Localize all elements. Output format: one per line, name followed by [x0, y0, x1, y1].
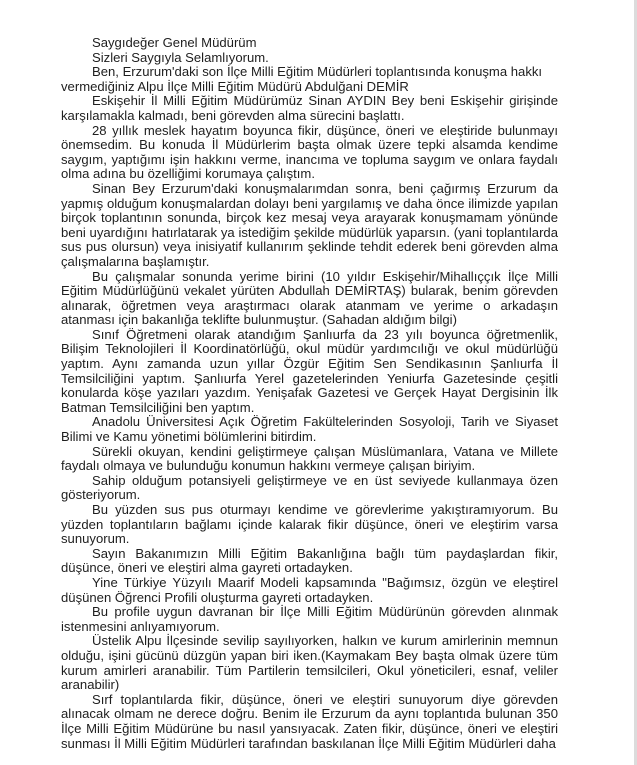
paragraph: Eskişehir İl Milli Eğitim Müdürümüz Sinan AYDIN Bey beni Eskişehir girişinde karşılamakla kalmadı, beni görevden alma sürecini başlattı. — [61, 93, 558, 123]
paragraph: Sayın Bakanımızın Milli Eğitim Bakanlığına bağlı tüm paydaşlardan fikir, düşünce, öneri ve eleştiri alma gayreti ortadayken. — [61, 545, 558, 576]
greeting: Sizleri Saygıyla Selamlıyorum. — [92, 49, 269, 65]
letter-document — [61, 36, 558, 751]
paragraph: Sınıf Öğretmeni olarak atandığım Şanlıurfa da 23 yılı boyunca öğretmenlik, Bilişim Teknolojileri İl Koordinatörlüğü, okul müdür yardımcılığı ve okul müdürlüğü yaptım. Aynı zamanda uzun yıllar Özgür Eğitim Sen Sendikasının Şanlıurfa İl Temsilciliğini yaptım. Şanlıurfa Yerel gazetelerinden Yeniurfa Gazetesinde çeşitli konularda köşe yazıları yazdım. Yenişafak Gazetesi ve Gerçek Hayat Dergisinin İlk Batman Temsilciliğini ben yaptım. — [61, 326, 558, 415]
paragraph: Sırf toplantılarda fikir, düşünce, öneri ve eleştiri sunuyorum diye görevden alınacak olmam ne derece doğru. Benim ile Erzurum da aynı toplantıda bulunan 350 İlçe Milli Eğitim Müdürüne bu nasıl yansıyacak. Zaten fikir, düşünce, öneri ve eleştiri sunması İl Milli Eğitim Müdürleri tarafından baskılanan İlçe Milli Eğitim Müdürleri daha — [61, 691, 558, 751]
paragraph: Sürekli okuyan, kendini geliştirmeye çalışan Müslümanlara, Vatana ve Millete faydalı olmaya ve bulunduğu konumun hakkını vermeye çalışan biriyim. — [61, 443, 558, 474]
paragraph: Sahip olduğum potansiyeli geliştirmeye ve en üst seviyede kullanmaya özen gösteriyorum. — [61, 472, 558, 503]
paragraph: Bu profile uygun davranan bir İlçe Milli Eğitim Müdürünün görevden alınmak istenmesini anlıyamıyorum. — [61, 604, 558, 634]
paragraph: 28 yıllık meslek hayatım boyunca fikir, düşünce, öneri ve eleştiride bulunmayı önemsedim. Bu konuda İl Müdürlerim başta olmak üzere tepki alsamda kendime saygım, yaptığımı işin hakkını verme, inancıma ve topluma saygım ve onlara faydalı olma adına bu özelliğimi korumaya çalıştım. — [61, 122, 558, 182]
paragraph: Bu çalışmalar sonunda yerime birini (10 yıldır Eskişehir/Mihallıççık İlçe Milli Eğitim Müdürlüğünü vekalet yürüten Abdullah DEMİRTAŞ) bularak, benim görevden alınarak, öğretmen veya araştırmacı olarak atanmam ve yerime o arkadaşın atanması için bakanlığa teklifte bulunmuştur. (Sahadan aldığım bilgi) — [61, 268, 558, 328]
paragraph: Anadolu Üniversitesi Açık Öğretim Fakültelerinden Sosyoloji, Tarih ve Siyaset Bilimi ve Kamu yönetimi bölümlerini bitirdim. — [61, 414, 558, 445]
paragraph-introduction: Ben, Erzurum'daki son İlçe Milli Eğitim Müdürleri toplantısında konuşma hakkı vermediğiniz Alpu İlçe Milli Eğitim Müdürü Abdulğani DEMİR — [61, 64, 543, 94]
salutation: Saygıdeğer Genel Müdürüm — [92, 35, 257, 50]
paragraph: Sinan Bey Erzurum'daki konuşmalarımdan sonra, beni çağırmış Erzurum da yapmış olduğum konuşmalardan dolayı beni yargılamış ve daha önce ilimizde yapılan birçok toplantının sonunda, birçok kez mesaj veya arayarak konuşmamam yönünde beni uyardığını hatırlatarak ya istediğim şekilde müdürlük yaparsın. (yani toplantılarda sus pus olursun) veya inisiyatif kullanırım şeklinde tehdit ederek beni görevden alma çalışmalarına başlamıştır. — [61, 180, 558, 269]
paragraph: Bu yüzden sus pus oturmayı kendime ve görevlerime yakıştıramıyorum. Bu yüzden toplantıların bağlamı içinde kalarak fikir düşünce, öneri ve eleştirim varsa sunuyorum. — [61, 502, 558, 547]
paragraph: Üstelik Alpu İlçesinde sevilip sayılıyorken, halkın ve kurum amirlerinin memnun olduğu, işini gücünü düzgün yapan biri iken.(Kaymakam Bey başta olmak üzere tüm kurum amirleri aranabilir. Tüm Partilerin temsilcileri, Okul yöneticileri, esnaf, veliler aranabilir) — [61, 633, 558, 693]
paragraph: Yine Türkiye Yüzyılı Maarif Modeli kapsamında "Bağımsız, özgün ve eleştirel düşünen Öğrenci Profili oluşturma gayreti ortadayken. — [61, 574, 558, 605]
